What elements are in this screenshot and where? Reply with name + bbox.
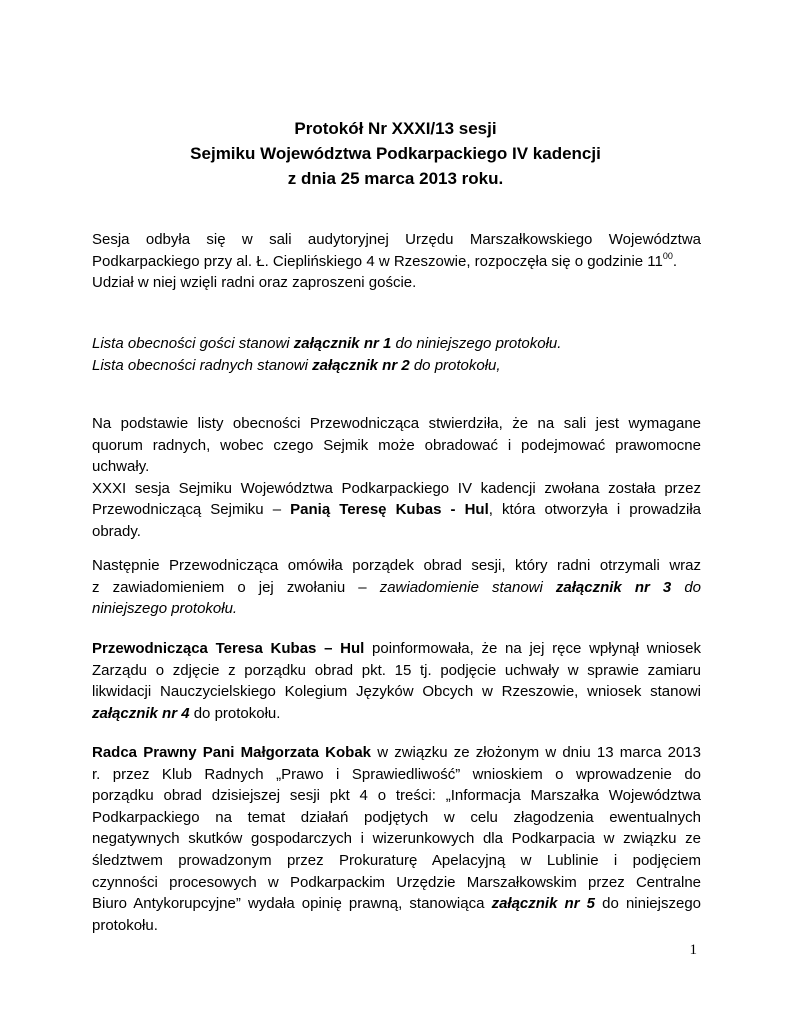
text-line: z zawiadomieniem o jej zwołaniu – zawiadomienie stanowi załącznik nr 3 do	[92, 578, 702, 596]
text-line: protokołu.	[92, 916, 158, 934]
text-line: negatywnych skutków gospodarczych i wizerunkowych dla Podkarpacia w związku ze	[92, 830, 701, 848]
title-line: z dnia 25 marca 2013 roku.	[287, 169, 504, 188]
text-line: śledztwem prowadzonym przez Prokuraturę Apelacyjną w Lublinie i podjęciem	[92, 851, 701, 869]
document-title	[0, 116, 791, 191]
text-line: Udział w niej wzięli radni oraz zaproszeni goście.	[92, 274, 417, 292]
text-line: Biuro Antykorupcyjne” wydała opinię prawną, stanowiąca załącznik nr 5 do niniejszego	[92, 895, 701, 913]
text-line: czynności procesowych w Podkarpackim Urzędzie Marszałkowskim przez Centralne	[92, 873, 701, 891]
paragraph-motion	[92, 638, 701, 724]
text-line: uchwały.	[92, 458, 150, 476]
text-line: likwidacji Nauczycielskiego Kolegium Języków Obcych w Rzeszowie, wniosek stanowi	[92, 683, 701, 701]
attachment-ref: załącznik nr 5	[491, 895, 596, 913]
text-line: Sesja odbyła się w sali audytoryjnej Urzędu Marszałkowskiego Województwa	[92, 231, 701, 248]
text-line: r. przez Klub Radnych „Prawo i Sprawiedliwość” wnioskiem o wprowadzenie do	[92, 765, 701, 783]
text-line: Na podstawie listy obecności Przewodnicząca stwierdziła, że na sali jest wymagane	[92, 415, 701, 432]
text-line: niniejszego protokołu.	[92, 600, 238, 618]
title-line: Sejmiku Województwa Podkarpackiego IV kadencji	[190, 144, 601, 163]
paragraph-agenda	[92, 555, 701, 620]
text-line: quorum radnych, wobec czego Sejmik może obradować i podejmować prawomocne	[92, 436, 701, 454]
person-name: Panią Teresę Kubas - Hul	[290, 501, 489, 519]
text-line: Radca Prawny Pani Małgorzata Kobak w związku ze złożonym w dniu 13 marca 2013	[92, 744, 701, 761]
text-line: Zarządu o zdjęcie z porządku obrad pkt. 15 tj. podjęcie uchwały w sprawie zamiaru	[92, 661, 701, 679]
text-line: porządku obrad dzisiejszej sesji pkt 4 o treści: „Informacja Marszałka Województwa	[92, 787, 701, 805]
attachment-ref: załącznik nr 4	[92, 704, 190, 722]
paragraph-session-info	[92, 229, 701, 294]
text-line: Podkarpackiego na temat działań podjętych w celu złagodzenia ewentualnych	[92, 808, 701, 826]
attachment-ref: załącznik nr 1	[293, 335, 392, 352]
page-number: 1	[689, 942, 697, 958]
text-line: Lista obecności radnych stanowi załącznik nr 2 do protokołu,	[92, 356, 501, 374]
text-line: Lista obecności gości stanowi załącznik nr 1 do niniejszego protokołu.	[92, 335, 562, 352]
attachment-ref: załącznik nr 2	[312, 356, 410, 374]
text-line: Podkarpackiego przy al. Ł. Cieplińskiego 4 w Rzeszowie, rozpoczęła się o godzinie $11^{00}$.	[92, 250, 678, 270]
attachment-ref: załącznik nr 3	[555, 578, 672, 596]
paragraph-quorum	[92, 413, 701, 543]
superscript: 00	[662, 250, 673, 261]
paragraph-attendance	[92, 333, 701, 376]
text-line: Przewodnicząca Teresa Kubas – Hul poinformowała, że na jej ręce wpłynął wniosek	[92, 640, 701, 657]
person-name: Przewodnicząca Teresa Kubas – Hul	[92, 640, 365, 657]
text-line: Następnie Przewodnicząca omówiła porządek obrad sesji, który radni otrzymali wraz	[92, 557, 701, 574]
text-line: załącznik nr 4 do protokołu.	[92, 704, 281, 722]
text-line: XXXI sesja Sejmiku Województwa Podkarpackiego IV kadencji zwołana została przez	[92, 479, 701, 497]
person-name: Radca Prawny Pani Małgorzata Kobak	[92, 744, 371, 761]
text-line: Przewodniczącą Sejmiku – Panią Teresę Kubas - Hul, która otworzyła i prowadziła	[92, 501, 701, 519]
paragraph-legal-opinion	[92, 742, 701, 936]
text-line: obrady.	[92, 522, 141, 540]
title-line: Protokół Nr XXXI/13 sesji	[294, 119, 497, 138]
